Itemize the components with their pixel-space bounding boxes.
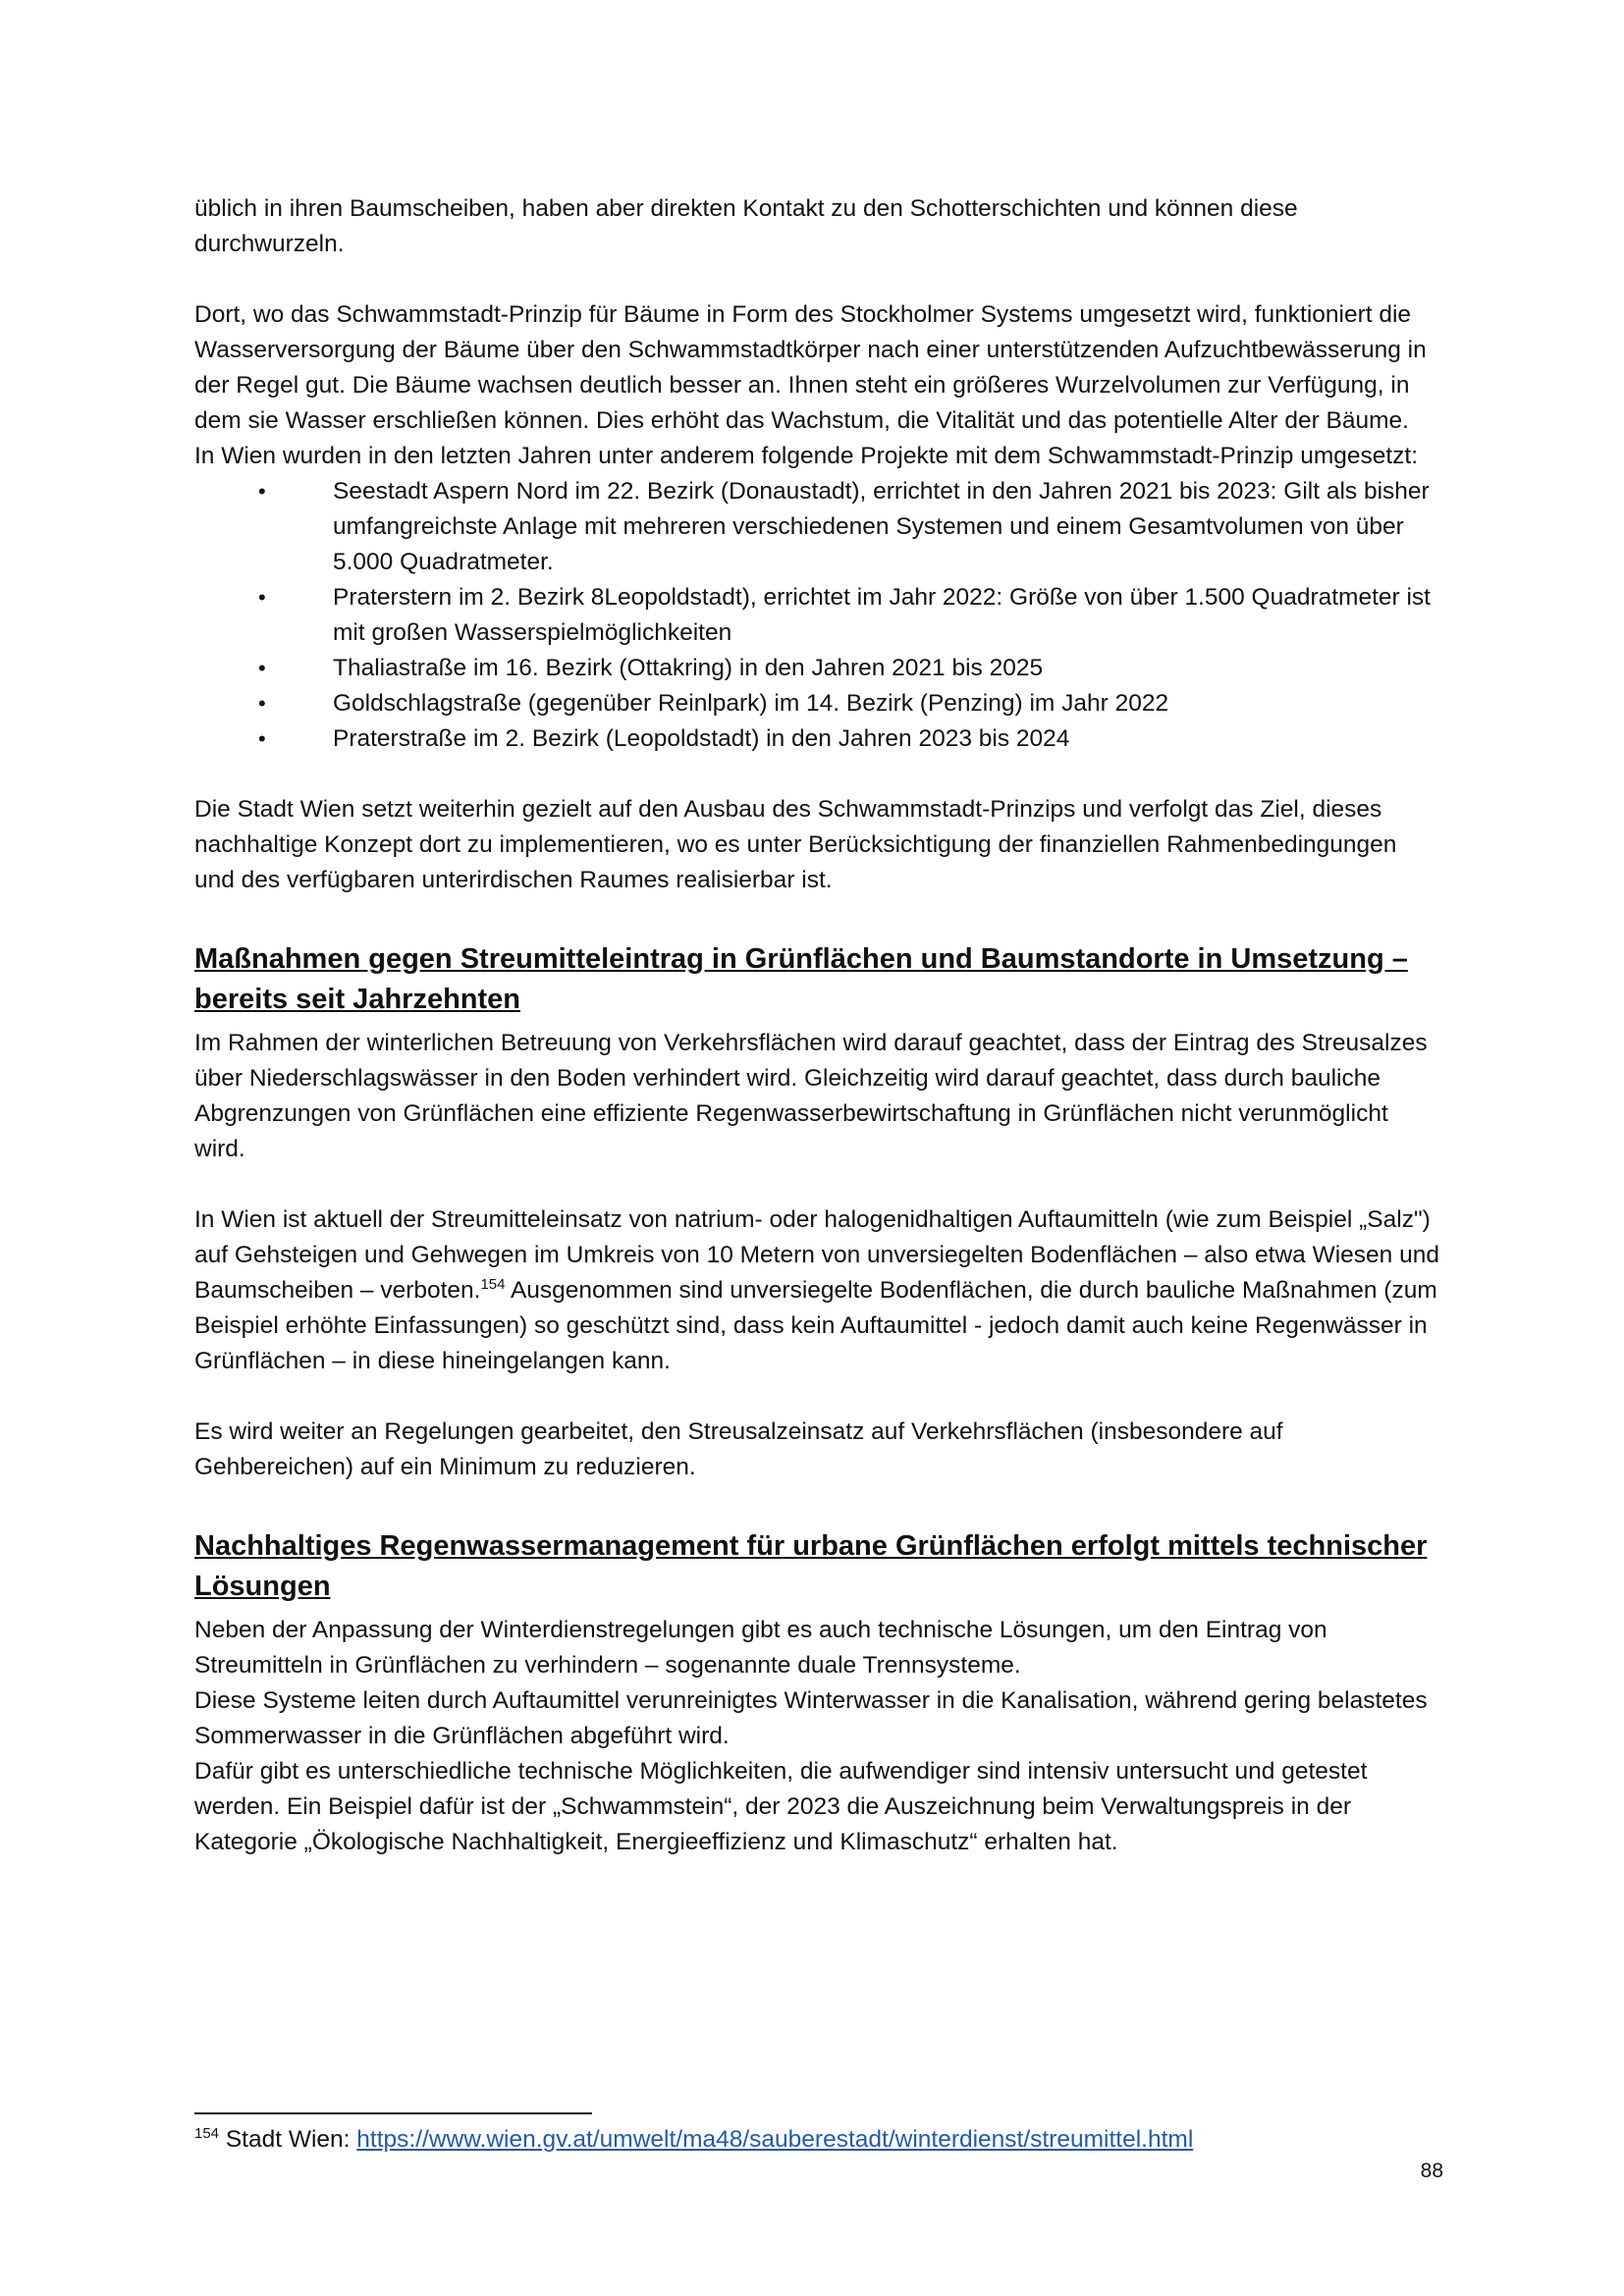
salt-ban-text: In Wien ist aktuell der Streumitteleinsatz von natrium- oder halogenidhaltigen Auftaumitteln (wie zum Beispiel „Salz") auf Gehsteigen und Gehwegen im Umkreis von 10 Metern von unversiegelten Bodenflächen – also etwa Wiesen und Baumscheiben – verboten. — [194, 1206, 1439, 1304]
list-item — [194, 474, 1443, 580]
list-item-text: Thaliastraße im 16. Bezirk (Ottakring) in den Jahren 2021 bis 2025 — [333, 655, 1044, 681]
paragraph-technical-solutions: Neben der Anpassung der Winterdienstregelungen gibt es auch technische Lösungen, um den Eintrag von Streumitteln in Grünflächen zu verhindern – sogenannte duale Trennsysteme. — [194, 1617, 1327, 1679]
section-heading-streumittel: Maßnahmen gegen Streumitteleintrag in Grünflächen und Baumstandorte in Umsetzung – bereits seit Jahrzehnten — [194, 943, 1408, 1015]
list-item — [194, 580, 1443, 651]
footnote-reference[interactable]: 154 — [480, 1275, 506, 1293]
list-item-text: Goldschlagstraße (gegenüber Reinlpark) im 14. Bezirk (Penzing) im Jahr 2022 — [333, 690, 1169, 717]
main-content — [194, 191, 1443, 1860]
footnote-link[interactable]: https://www.wien.gv.at/umwelt/ma48/sauberestadt/winterdienst/streumittel.html — [356, 2126, 1194, 2153]
footnote-number: 154 — [194, 2124, 220, 2142]
bullet-icon: • — [258, 726, 266, 751]
salt-ban-text-continued: Ausgenommen sind unversiegelte Bodenflächen, die durch bauliche Maßnahmen (zum Beispiel erhöhte Einfassungen) so geschützt sind, dass kein Auftaumittel - jedoch damit auch keine Regenwässer in Grünflächen – in diese hineingelangen kann. — [194, 1277, 1437, 1374]
bullet-icon: • — [258, 691, 266, 716]
paragraph-gap — [194, 757, 1443, 792]
paragraph-winter-service: Im Rahmen der winterlichen Betreuung von Verkehrsflächen wird darauf geachtet, dass der Eintrag des Streusalzes über Niederschlagswässer in den Boden verhindert wird. Gleichzeitig wird darauf geachtet, dass durch bauliche Abgrenzungen von Grünflächen eine effiziente Regenwasserbewirtschaftung in Grünflächen nicht verunmöglicht wird. — [194, 1030, 1428, 1162]
paragraph-city-strategy: Die Stadt Wien setzt weiterhin gezielt auf den Ausbau des Schwammstadt-Prinzips und verfolgt das Ziel, dieses nachhaltige Konzept dort zu implementieren, wo es unter Berücksichtigung der finanziellen Rahmenbedingungen und des verfügbaren unterirdischen Raumes realisierbar ist. — [194, 796, 1397, 893]
list-item — [194, 651, 1443, 686]
project-list — [194, 474, 1443, 757]
footnote — [194, 2124, 1443, 2156]
paragraph-schwammstein: Dafür gibt es unterschiedliche technische Möglichkeiten, die aufwendiger sind intensiv untersucht und getestet werden. Ein Beispiel dafür ist der „Schwammstein“, der 2023 die Auszeichnung beim Verwaltungspreis in der Kategorie „Ökologische Nachhaltigkeit, Energieeffizienz und Klimaschutz“ erhalten hat. — [194, 1758, 1368, 1855]
paragraph-gap — [194, 1167, 1443, 1202]
paragraph-intro-continuation: üblich in ihren Baumscheiben, haben aber direkten Kontakt zu den Schotterschichten und können diese durchwurzeln. — [194, 195, 1298, 257]
list-item — [194, 721, 1443, 757]
bullet-icon: • — [258, 585, 266, 610]
footnote-text: Stadt Wien: — [219, 2126, 357, 2153]
paragraph-dual-systems: Diese Systeme leiten durch Auftaumittel verunreinigtes Winterwasser in die Kanalisation, während gering belastetes Sommerwasser in die Grünflächen abgeführt wird. — [194, 1687, 1428, 1749]
paragraph-salt-ban — [194, 1202, 1443, 1379]
list-item-text: Praterstraße im 2. Bezirk (Leopoldstadt) in den Jahren 2023 bis 2024 — [333, 725, 1070, 752]
list-item-text: Praterstern im 2. Bezirk 8Leopoldstadt), errichtet im Jahr 2022: Größe von über 1.500 Quadratmeter ist mit großen Wasserspielmöglichkeiten — [333, 584, 1431, 646]
paragraph-projects-intro: In Wien wurden in den letzten Jahren unter anderem folgende Projekte mit dem Schwammstadt-Prinzip umgesetzt: — [194, 443, 1419, 469]
section-heading-rainwater: Nachhaltiges Regenwassermanagement für urbane Grünflächen erfolgt mittels technischer Lösungen — [194, 1530, 1428, 1602]
footnote-separator — [194, 2112, 592, 2114]
list-item — [194, 686, 1443, 721]
bullet-icon: • — [258, 656, 266, 680]
bullet-icon: • — [258, 479, 266, 504]
page-number: 88 — [1420, 2160, 1443, 2182]
paragraph-gap — [194, 1379, 1443, 1415]
list-item-text: Seestadt Aspern Nord im 22. Bezirk (Donaustadt), errichtet in den Jahren 2021 bis 2023: Gilt als bisher umfangreichste Anlage mit mehreren verschiedenen Systemen und einem Gesamtvolumen von über 5.000 Quadratmeter. — [333, 478, 1430, 575]
paragraph-gap — [194, 262, 1443, 297]
paragraph-stockholm-system: Dort, wo das Schwammstadt-Prinzip für Bäume in Form des Stockholmer Systems umgesetzt wird, funktioniert die Wasserversorgung der Bäume über den Schwammstadtkörper nach einer unterstützenden Aufzuchtbewässerung in der Regel gut. Die Bäume wachsen deutlich besser an. Ihnen steht ein größeres Wurzelvolumen zur Verfügung, in dem sie Wasser erschließen können. Dies erhöht das Wachstum, die Vitalität und das potentielle Alter der Bäume. — [194, 301, 1427, 434]
paragraph-regulation-work: Es wird weiter an Regelungen gearbeitet, den Streusalzeinsatz auf Verkehrsflächen (insbesondere auf Gehbereichen) auf ein Minimum zu reduzieren. — [194, 1418, 1283, 1480]
